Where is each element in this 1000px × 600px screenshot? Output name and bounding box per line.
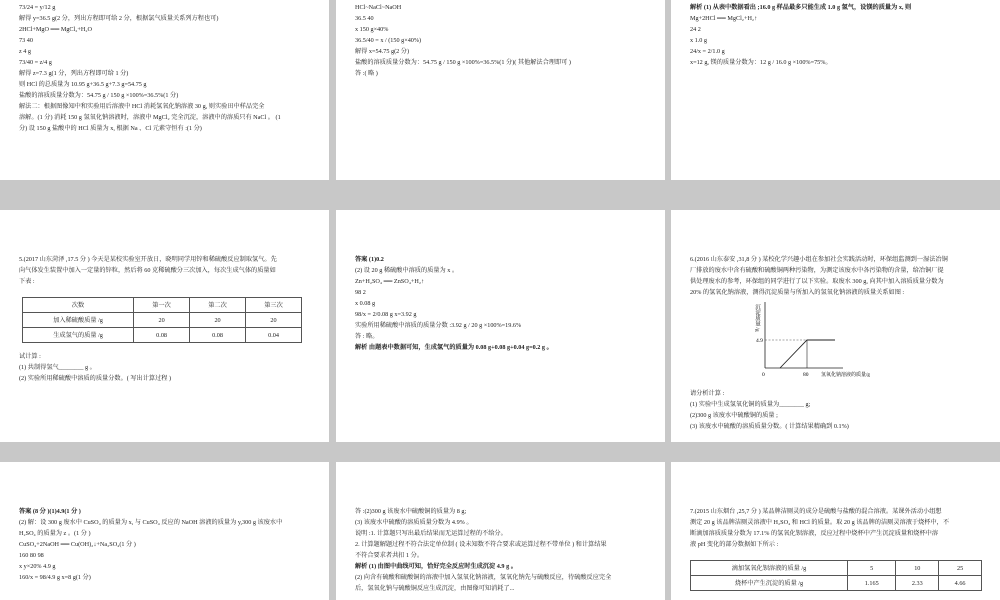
page-text-block	[19, 351, 315, 384]
table-cell: 20	[246, 313, 302, 328]
table-cell: 1.165	[848, 576, 896, 591]
text-line: 36.5/40 = x / (150 g×40%)	[355, 37, 422, 44]
page-text-block	[690, 506, 986, 550]
text-line: 解析 (1) 从表中数据看出 ;16.0 g 样品最多只能生成 1.0 g 氢气，设镁的质量为 x, 则	[690, 4, 912, 11]
page-text-block	[19, 254, 315, 287]
text-line: 答案 (1)0.2	[355, 256, 384, 263]
page-text-block	[690, 388, 986, 432]
text-line: 实验所用稀硫酸中溶质的质量分数 :3.92 g / 20 g ×100%=19.6%	[355, 322, 522, 329]
text-line: Zn+H₂SO₄ ══ ZnSO₄+H₂↑	[355, 278, 425, 285]
data-table	[22, 297, 302, 343]
document-page	[336, 210, 665, 442]
text-line: 解得 z=7.3 g(1 分，列出方程即可给 1 分)	[19, 70, 129, 77]
text-line: (3) 该废水中硫酸的溶质质量分数为 4.9% 。	[355, 519, 473, 526]
table-cell: 4.66	[939, 576, 982, 591]
page-text-block	[690, 2, 986, 68]
table-row	[691, 561, 982, 576]
text-line: 解得 x=54.75 g(2 分)	[355, 48, 410, 55]
text-line: 36.5 40	[355, 15, 374, 22]
table-cell: 加入稀硫酸质量 /g	[23, 313, 134, 328]
text-line: 断滴加溶质质量分数为 17.1% 的氢氧化钡溶液，反应过程中烧杯中产生沉淀质量和烧杯中溶	[690, 530, 939, 537]
data-table	[690, 560, 982, 591]
text-line: 答 :(2)300 g 该废水中硫酸铜的质量为 8 g;	[355, 508, 467, 515]
table-cell: 0.04	[246, 328, 302, 343]
document-page	[336, 462, 665, 600]
text-line: x 150 g×40%	[355, 26, 389, 33]
chart-xlabel: 氢氧化钠溶液的质量/g	[821, 373, 870, 378]
table-cell: 滴加氢氧化钡溶液的质量 /g	[691, 561, 848, 576]
text-line: 98 2	[355, 289, 366, 296]
table-header-cell: 第一次	[134, 298, 190, 313]
page-text-block	[19, 506, 315, 583]
table-header-row	[23, 298, 302, 313]
text-line: 98/x = 2/0.08 g x=3.92 g	[355, 311, 417, 318]
text-line: 则 HCl 的总质量为 10.95 g+36.5 g+7.3 g=54.75 g	[19, 81, 147, 88]
text-line: 2HCl+MgO ══ MgCl₂+H₂O	[19, 26, 93, 33]
text-line: (2) 解：设 300 g 废水中 CuSO₄ 的质量为 x, 与 CuSO₄ 反应的 NaOH 溶液的质量为 y,300 g 该废水中	[19, 519, 283, 526]
text-line: 20% 的氢氧化钠溶液，测得沉淀质量与所加入的氢氧化钠溶液的质量关系如图 :	[690, 289, 905, 296]
chart-x-tick-1: 80	[803, 372, 809, 378]
page-text-block	[690, 254, 986, 298]
table-cell: 烧杯中产生沉淀的质量 /g	[691, 576, 848, 591]
page-text-block	[19, 2, 315, 134]
text-line: x=12 g, 镁的质量分数为：12 g / 16.0 g ×100%=75%。	[690, 59, 832, 66]
text-line: 测定 20 g 该品牌洁厕灵溶液中 H₂SO₄ 和 HCl 的质量。取 20 g 该品牌的洁厕灵溶液于烧杯中，不	[690, 519, 950, 526]
text-line: 2. 计算题解题过程不符合法定单位制 ( 设未知数不符合要求或运算过程不带单位 ) 和计算结果	[355, 541, 607, 548]
text-line: 后，氢氧化钠与硫酸铜反应生成沉淀，由图像可知消耗了...	[355, 585, 515, 592]
table-cell: 0.08	[190, 328, 246, 343]
document-page	[0, 0, 329, 180]
table-cell: 20	[190, 313, 246, 328]
text-line: 请分析计算 :	[690, 390, 725, 397]
text-line: 盐酸的溶质质量分数为：54.75 g / 150 g ×100%=36.5%(1 分)( 其他解法合理即可 )	[355, 59, 571, 66]
document-page	[671, 462, 1000, 600]
text-line: 不符合要求者共扣 1 分。	[355, 552, 424, 559]
text-line: 160/x = 98/4.9 g x=8 g(1 分)	[19, 574, 91, 581]
text-line: (2)300 g 该废水中硫酸铜的质量 ;	[690, 412, 778, 419]
table-cell: 5	[848, 561, 896, 576]
text-line: z 4 g	[19, 48, 32, 55]
table-cell: 20	[134, 313, 190, 328]
table-header-cell: 第三次	[246, 298, 302, 313]
table-cell: 生成氢气的质量 /g	[23, 328, 134, 343]
table-row	[23, 313, 302, 328]
text-line: 厂排放的废水中含有硫酸和硫酸铜两种污染物，为测定该废水中各污染物的含量，给冶铜厂提	[690, 267, 944, 274]
table-cell: 25	[939, 561, 982, 576]
document-page	[671, 210, 1000, 442]
text-line: 液 pH 变化的部分数据如下所示 :	[690, 541, 779, 548]
text-line: 答案 (8 分 )(1)4.9(1 分 )	[19, 508, 81, 515]
table-header-cell: 第二次	[190, 298, 246, 313]
table-cell: 2.33	[896, 576, 939, 591]
text-line: (1) 实验中生成氢氧化铜的质量为________ g;	[690, 401, 811, 408]
text-line: x 1.0 g	[690, 37, 708, 44]
document-page	[0, 462, 329, 600]
table-row	[23, 328, 302, 343]
text-line: 160 80 98	[19, 552, 44, 559]
document-page	[0, 210, 329, 442]
text-line: CuSO₄+2NaOH ══ Cu(OH)₂↓+Na₂SO₄(1 分 )	[19, 541, 136, 548]
text-line: x y×20% 4.9 g	[19, 563, 56, 570]
text-line: (3) 该废水中硫酸的溶质质量分数。( 计算结果精确到 0.1%)	[690, 423, 849, 430]
text-line: 解得 y=36.5 g(2 分，列出方程即可给 2 分，根据氯气质量关系列方程也可)	[19, 15, 219, 22]
text-line: 5.(2017 山东菏泽 ,17.5 分 ) 今天是某校实验室开放日，晓明同学用锌和稀硫酸反应制取氢气。先	[19, 256, 277, 263]
chart-ylabel: 沉淀质量 /g	[754, 304, 760, 332]
text-line: H₂SO₄ 的质量为 z 。(1 分 )	[19, 530, 91, 537]
text-line: 解析 由题表中数据可知，生成氢气的质量为 0.08 g+0.08 g+0.04 g=0.2 g 。	[355, 344, 553, 351]
text-line: 73 40	[19, 37, 33, 44]
text-line: 解法二：根据图像知中和实验用后溶液中 HCl 消耗氢氧化钠溶液 30 g, 则实验田中样品完全	[19, 103, 265, 110]
precipitate-chart	[731, 298, 881, 382]
chart-y-tick: 4.9	[756, 338, 763, 344]
text-line: Mg+2HCl ══ MgCl₂+H₂↑	[690, 15, 758, 22]
table-cell: 10	[896, 561, 939, 576]
text-line: 分) 设 150 g 盐酸中的 HCl 质量为 x, 根据 Na 、Cl 元素守恒有 :(1 分)	[19, 125, 202, 132]
text-line: 溶解。(1 分) 消耗 150 g 氢氧化钠溶液时，溶液中 MgCl₂ 完全沉淀，溶液中的溶质只有 NaCl 。 (1	[19, 114, 281, 121]
text-line: 盐酸的溶质质量分数为：54.75 g / 150 g ×100%=36.5%(1 分)	[19, 92, 179, 99]
text-line: 73/24 = y/12 g	[19, 4, 56, 11]
text-line: 解析 (1) 由图中曲线可知，恰好完全反应时生成沉淀 4.9 g 。	[355, 563, 517, 570]
text-line: 24 2	[690, 26, 701, 33]
table-cell: 0.08	[134, 328, 190, 343]
text-line: (2) 向含有硫酸和硫酸铜的溶液中加入氢氧化钠溶液，氢氧化钠先与硫酸反应，待硫酸反应完全	[355, 574, 612, 581]
text-line: (2) 设 20 g 稀硫酸中溶质的质量为 x 。	[355, 267, 459, 274]
text-line: HCl~NaCl~NaOH	[355, 4, 402, 11]
text-line: 说明 :1. 计算题只写出最后结果而无运算过程的不给分。	[355, 530, 507, 537]
table-row	[691, 576, 982, 591]
text-line: 答 : 略。	[355, 333, 379, 340]
text-line: 下表 :	[19, 278, 35, 285]
text-line: 6.(2016 山东泰安 ,31,8 分 ) 某校化学兴趣小组在参加社会实践活动时，环保组监测到一湿法冶铜	[690, 256, 948, 263]
page-text-block	[355, 2, 651, 79]
text-line: 试计算 :	[19, 353, 41, 360]
page-text-block	[355, 254, 651, 353]
text-line: (2) 实验所用稀硫酸中溶质的质量分数。( 写出计算过程 )	[19, 375, 172, 382]
text-line: 73/40 = z/4 g	[19, 59, 52, 66]
text-line: 答 :( 略 )	[355, 70, 378, 77]
page-text-block	[355, 506, 651, 594]
chart-x-tick-0: 0	[762, 372, 765, 378]
text-line: 24/x = 2/1.0 g	[690, 48, 725, 55]
text-line: 向气体发生装置中加入一定量的锌粒，然后将 60 克稀硫酸分三次加入，每次生成气体的质量如	[19, 267, 276, 274]
text-line: 供处理废水的参考，环保组的同学进行了以下实验。取废水 300 g, 向其中加入溶质质量分数为	[690, 278, 944, 285]
document-page	[336, 0, 665, 180]
text-line: x 0.08 g	[355, 300, 376, 307]
document-page	[671, 0, 1000, 180]
text-line: (1) 共制得氢气________ g 。	[19, 364, 96, 371]
text-line: 7.(2015 山东烟台 ,25,7 分 ) 某品牌洁厕灵的成分是硫酸与盐酸的混合溶液。某课外活动小组想	[690, 508, 942, 515]
table-header-cell: 次数	[23, 298, 134, 313]
